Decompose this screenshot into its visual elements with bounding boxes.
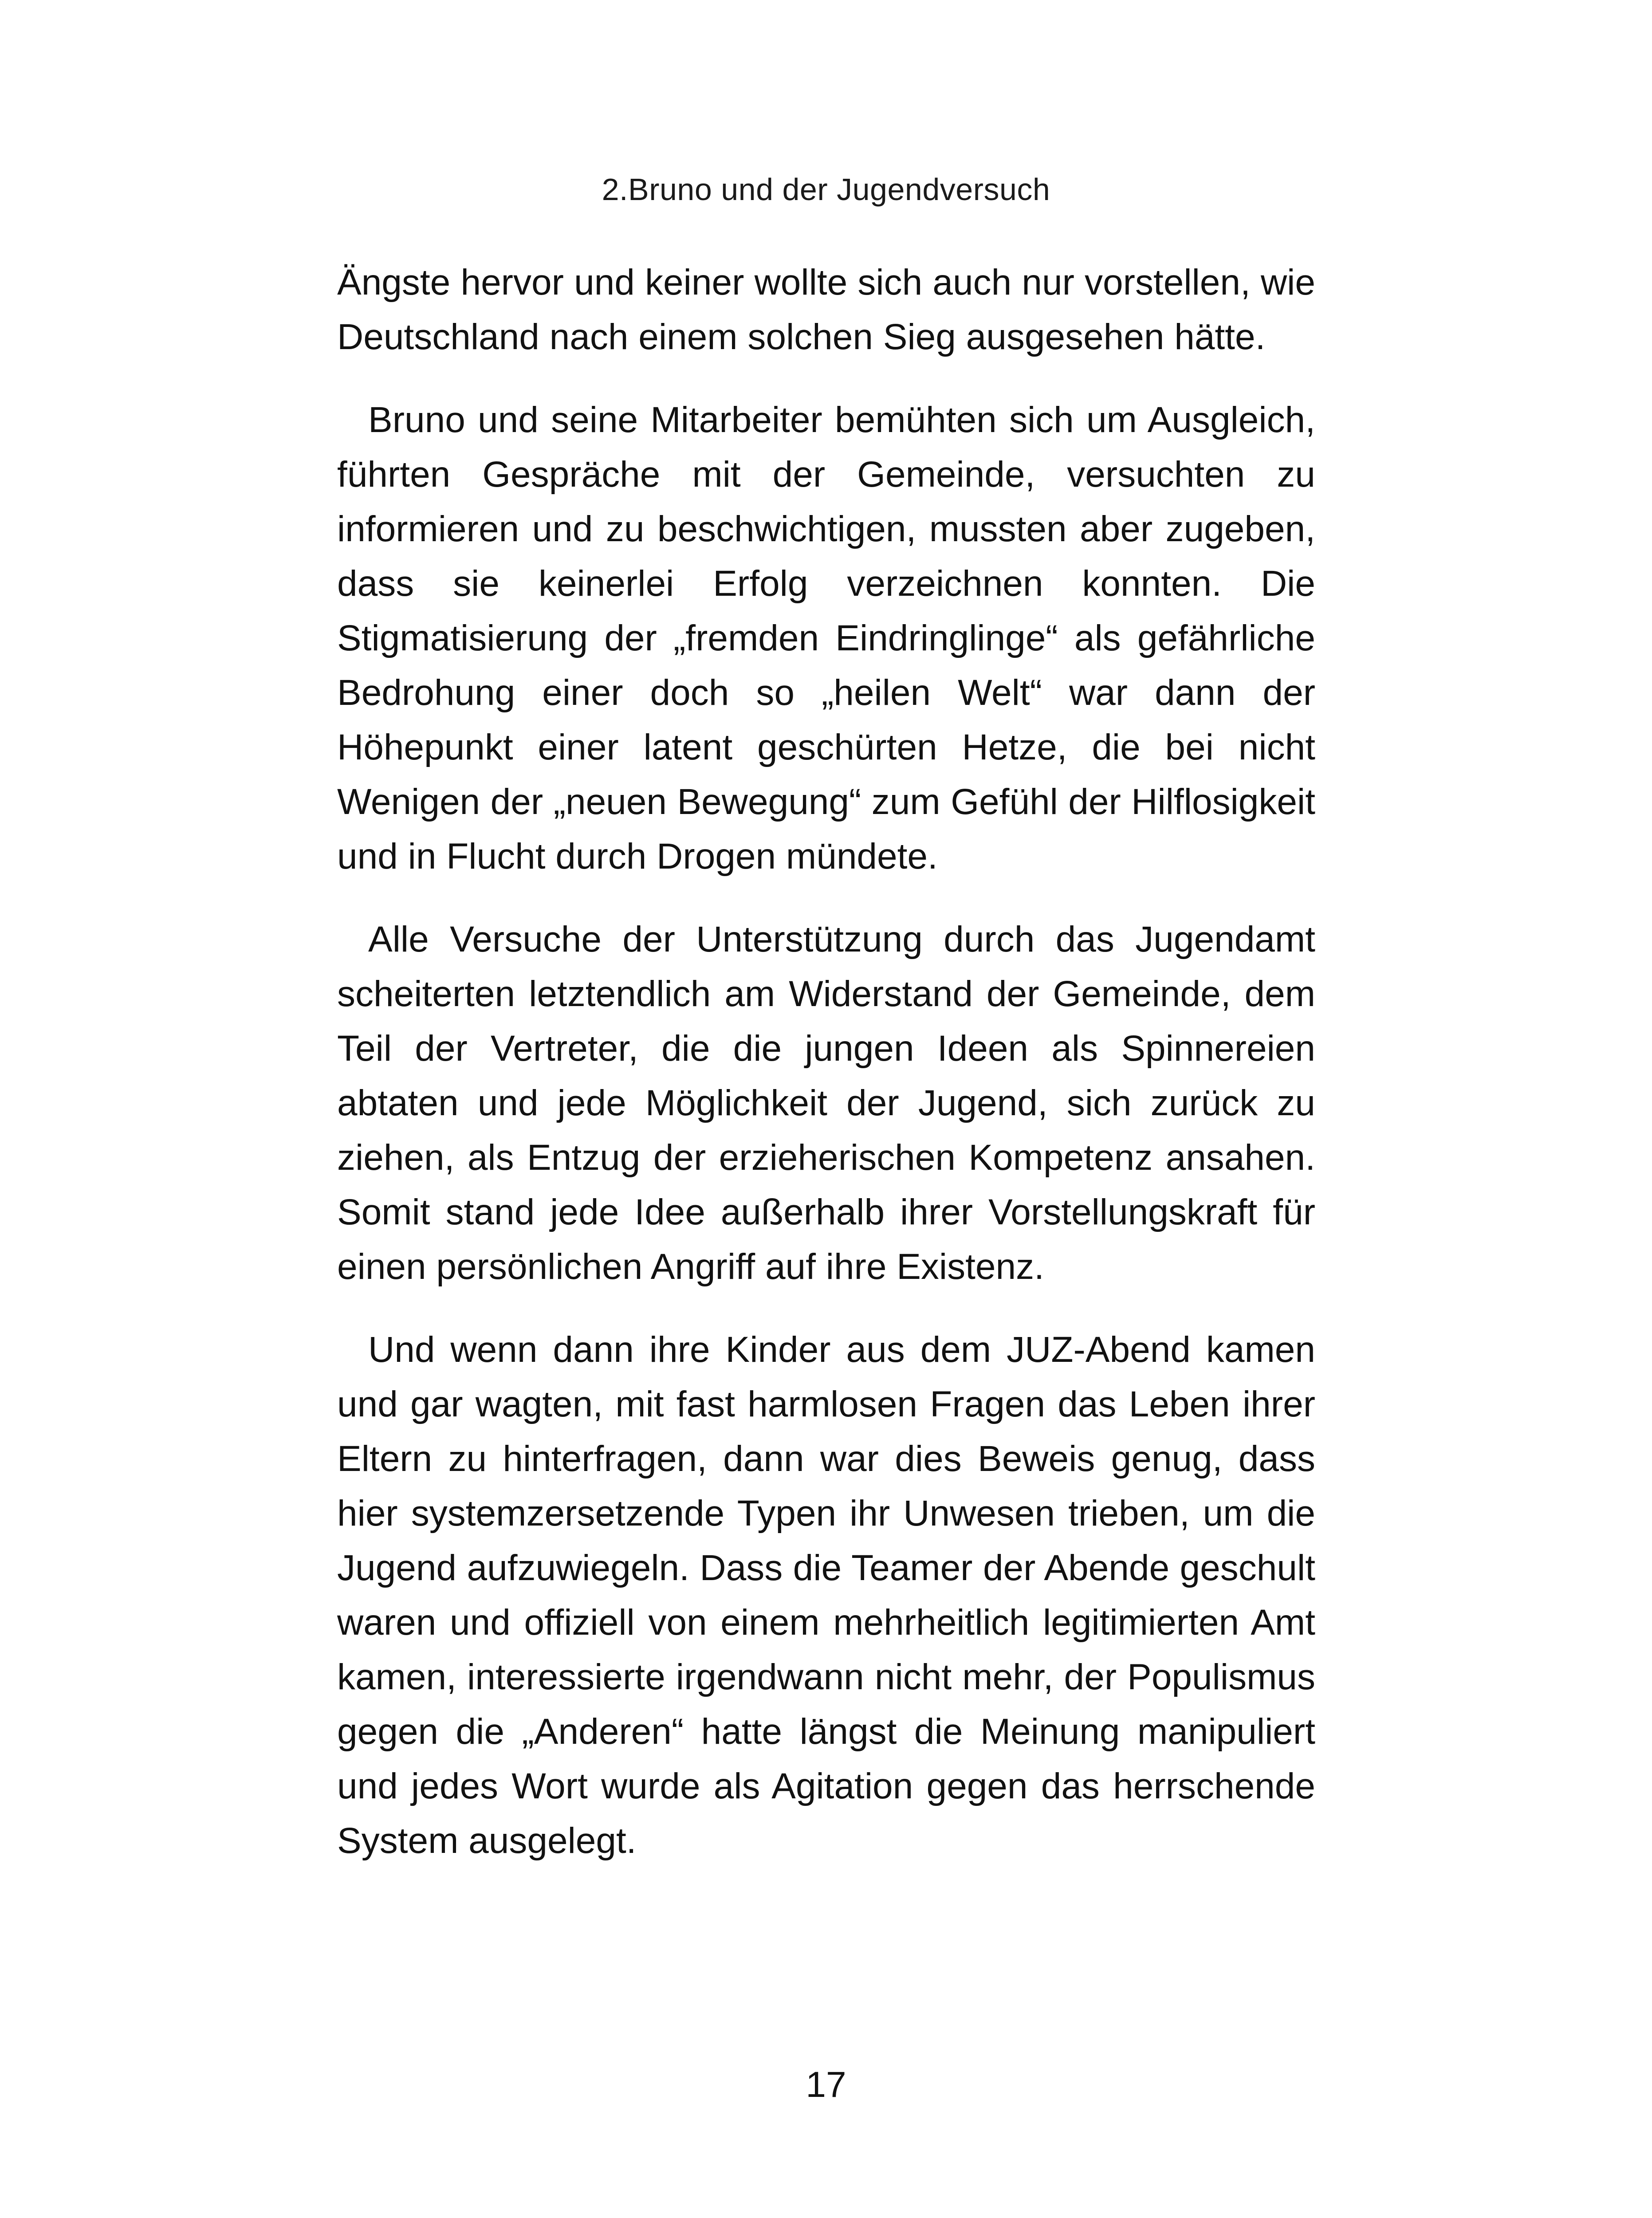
paragraph: Bruno und seine Mitarbeiter bemühten sich um Ausgleich, führten Gespräche mit der Gemeinde, versuchten zu informieren und zu beschwichtigen, mussten aber zugeben, dass sie keinerlei Erfolg verzeichnen konnten. Die Stigmatisierung der „fremden Eindringlinge“ als gefährliche Bedrohung einer doch so „heilen Welt“ war dann der Höhepunkt einer latent geschürten Hetze, die bei nicht Wenigen der „neuen Bewegung“ zum Gefühl der Hilflosigkeit und in Flucht durch Drogen mündete.	[337, 400, 1315, 877]
page-number: 17	[806, 2065, 846, 2105]
running-header: 2.Bruno und der Jugendversuch	[602, 172, 1050, 207]
paragraph: Und wenn dann ihre Kinder aus dem JUZ-Abend kamen und gar wagten, mit fast harmlosen Fragen das Leben ihrer Eltern zu hinterfragen, dann war dies Beweis genug, dass hier systemzersetzende Typen ihr Unwesen trieben, um die Jugend aufzuwiegeln. Dass die Teamer der Abende geschult waren und offiziell von einem mehrheitlich legitimierten Amt kamen, interessierte irgendwann nicht mehr, der Populismus gegen die „Anderen“ hatte längst die Meinung manipuliert und jedes Wort wurde als Agitation gegen das herrschende System ausgelegt.	[337, 1329, 1315, 1861]
paragraph-continuation: Ängste hervor und keiner wollte sich auch nur vorstellen, wie Deutschland nach einem solchen Sieg ausgesehen hätte.	[337, 262, 1315, 357]
body-text	[337, 255, 1315, 1896]
paragraph: Alle Versuche der Unterstützung durch das Jugendamt scheiterten letztendlich am Widerstand der Gemeinde, dem Teil der Vertreter, die die jungen Ideen als Spinnereien abtaten und jede Möglichkeit der Jugend, sich zurück zu ziehen, als Entzug der erzieherischen Kompetenz ansahen. Somit stand jede Idee außerhalb ihrer Vorstellungskraft für einen persönlichen Angriff auf ihre Existenz.	[337, 919, 1315, 1287]
